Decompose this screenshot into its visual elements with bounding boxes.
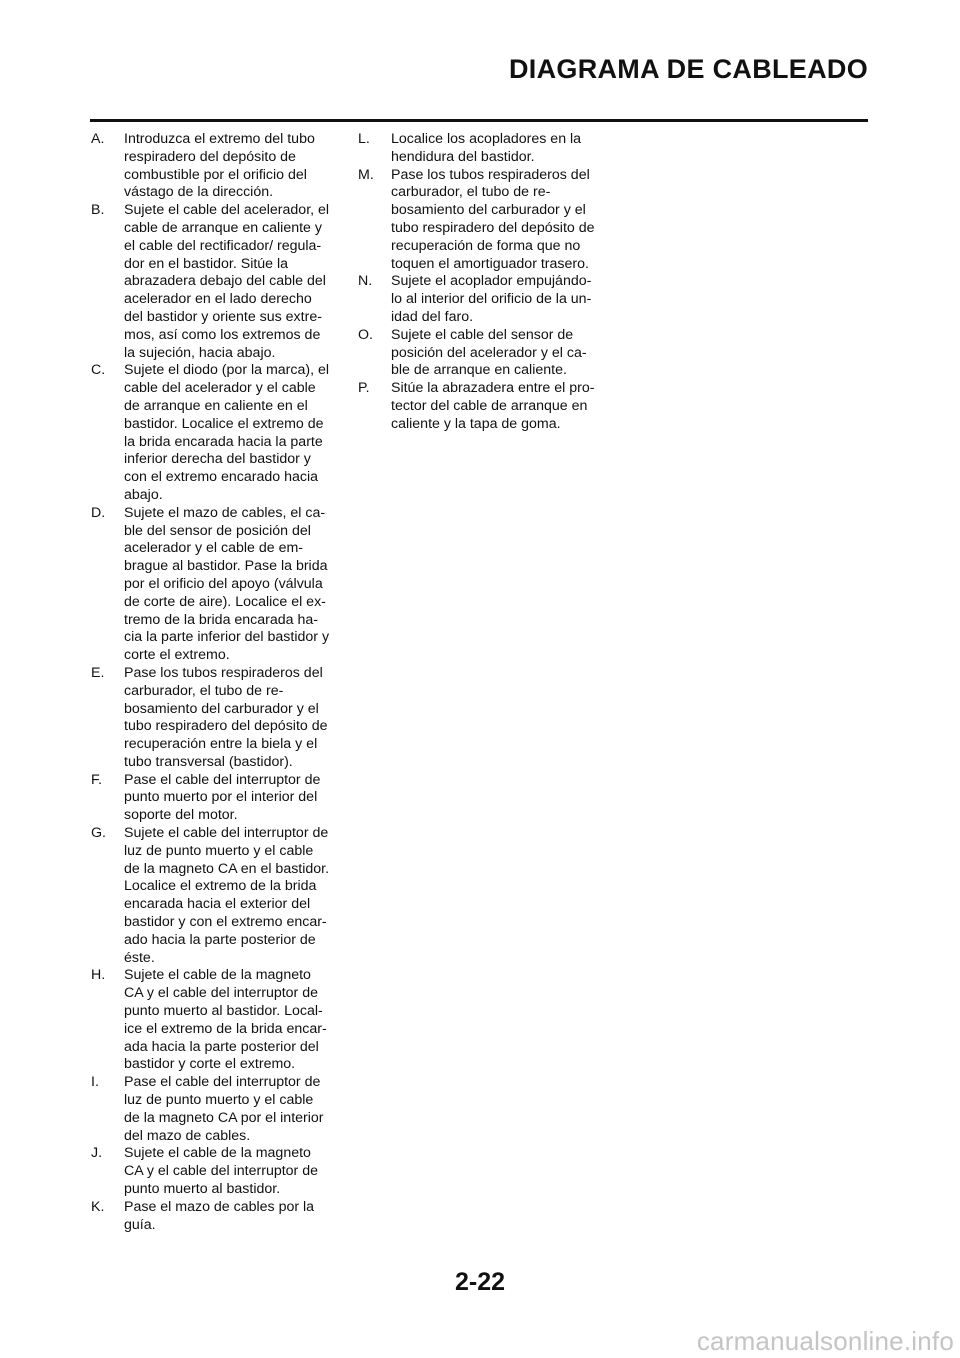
instruction-line: toquen el amortiguador trasero. xyxy=(391,255,589,272)
instruction-line: éste. xyxy=(124,949,155,966)
instruction-line: del bastidor y oriente sus extre- xyxy=(124,308,322,325)
instruction-line: la brida encarada hacia la parte xyxy=(124,433,323,450)
instruction-line: acelerador y el cable de em- xyxy=(124,540,304,557)
instruction-line: dor en el bastidor. Sitúe la xyxy=(124,255,289,272)
instruction-item xyxy=(358,273,608,326)
instruction-line: CA y el cable del interruptor de xyxy=(124,1163,319,1180)
instruction-line: corte el extremo. xyxy=(124,647,230,664)
instruction-item xyxy=(91,967,341,1074)
instruction-line: la sujeción, hacia abajo. xyxy=(124,344,276,361)
instruction-line: bastidor y corte el extremo. xyxy=(124,1056,296,1073)
instruction-line: soporte del motor. xyxy=(124,807,238,824)
watermark-text: carmanualsonline.info xyxy=(696,1326,954,1356)
instruction-line: del mazo de cables. xyxy=(124,1127,251,1144)
instruction-item xyxy=(91,1145,341,1198)
instruction-line: el cable del rectificador/ regula- xyxy=(124,237,322,254)
instruction-line: de la magneto CA por el interior xyxy=(124,1109,324,1126)
instruction-item xyxy=(91,1074,341,1145)
instruction-item xyxy=(91,362,341,504)
instruction-line: inferior derecha del bastidor y xyxy=(124,451,311,468)
instruction-line: Pase el cable del interruptor de xyxy=(124,771,321,788)
instruction-line: tector del cable de arranque en xyxy=(391,397,588,414)
instruction-text xyxy=(124,772,341,825)
instruction-line: punto muerto al bastidor. Local- xyxy=(124,1003,323,1020)
instruction-line: posición del acelerador y el ca- xyxy=(391,344,587,361)
instruction-text xyxy=(391,327,608,380)
instruction-line: cable de arranque en caliente y xyxy=(124,219,322,236)
instruction-letter: H. xyxy=(91,967,106,984)
instruction-line: punto muerto por el interior del xyxy=(124,789,318,806)
instruction-line: Sujete el cable del interruptor de xyxy=(124,825,329,842)
instruction-line: ble de arranque en caliente. xyxy=(391,362,567,379)
instruction-line: de arranque en caliente en el xyxy=(124,397,308,414)
instruction-line: ice el extremo de la brida encar- xyxy=(124,1020,327,1037)
instruction-line: encarada hacia el exterior del xyxy=(124,896,311,913)
instruction-text xyxy=(124,131,341,202)
instruction-line: carburador, el tubo de re- xyxy=(391,184,551,201)
instruction-line: cia la parte inferior del bastidor y xyxy=(124,629,330,646)
instruction-text xyxy=(124,1199,341,1235)
instruction-line: bastidor y con el extremo encar- xyxy=(124,914,327,931)
instruction-letter: J. xyxy=(91,1145,103,1162)
instruction-line: combustible por el orificio del xyxy=(124,166,307,183)
instruction-line: tubo respiradero del depósito de xyxy=(391,219,595,236)
instruction-line: Sujete el acoplador empujándo- xyxy=(391,273,592,290)
instruction-line: Sujete el cable del acelerador, el xyxy=(124,202,330,219)
instruction-item xyxy=(91,772,341,825)
instruction-line: ado hacia la parte posterior de xyxy=(124,931,316,948)
instruction-line: carburador, el tubo de re- xyxy=(124,682,284,699)
instruction-item xyxy=(358,131,608,167)
instruction-text xyxy=(124,1145,341,1198)
instruction-line: brague al bastidor. Pase la brida xyxy=(124,558,328,575)
instruction-item xyxy=(91,825,341,967)
right-column xyxy=(358,131,608,434)
instruction-text xyxy=(391,273,608,326)
instruction-letter: K. xyxy=(91,1198,105,1215)
instruction-item xyxy=(91,202,341,362)
instruction-line: tubo transversal (bastidor). xyxy=(124,753,293,770)
instruction-line: CA y el cable del interruptor de xyxy=(124,985,319,1002)
instruction-text xyxy=(124,1074,341,1145)
page-number: 2-22 xyxy=(454,1268,506,1296)
instruction-item xyxy=(91,505,341,665)
instruction-letter: C. xyxy=(91,362,106,379)
instruction-line: Localice el extremo de la brida xyxy=(124,878,317,895)
instruction-letter: L. xyxy=(358,131,370,147)
instruction-letter: M. xyxy=(358,166,374,183)
instruction-text xyxy=(124,825,341,967)
instruction-text xyxy=(391,167,608,274)
instruction-line: Sujete el diodo (por la marca), el xyxy=(124,362,330,379)
instruction-line: hendidura del bastidor. xyxy=(391,148,535,165)
instruction-line: Sujete el cable de la magneto xyxy=(124,1145,311,1162)
instruction-line: punto muerto al bastidor. xyxy=(124,1181,281,1198)
instruction-line: Sitúe la abrazadera entre el pro- xyxy=(391,380,595,397)
instruction-letter: D. xyxy=(91,504,106,521)
instruction-line: mos, así como los extremos de xyxy=(124,326,321,343)
instruction-item xyxy=(358,380,608,433)
instruction-line: respiradero del depósito de xyxy=(124,148,296,165)
instruction-item xyxy=(91,131,341,202)
instruction-line: Pase los tubos respiraderos del xyxy=(391,166,590,183)
instruction-letter: N. xyxy=(358,273,373,290)
instruction-item xyxy=(358,327,608,380)
instruction-line: Pase el cable del interruptor de xyxy=(124,1074,321,1091)
instruction-line: idad del faro. xyxy=(391,308,474,325)
instruction-line: tremo de la brida encarada ha- xyxy=(124,611,319,628)
instruction-line: Sujete el cable de la magneto xyxy=(124,967,311,984)
instruction-line: ada hacia la parte posterior del xyxy=(124,1038,319,1055)
instruction-letter: I. xyxy=(91,1074,99,1091)
instruction-line: abrazadera debajo del cable del xyxy=(124,273,326,290)
instruction-line: abajo. xyxy=(124,486,163,503)
instruction-line: Sujete el cable del sensor de xyxy=(391,326,574,343)
instruction-line: cable del acelerador y el cable xyxy=(124,380,316,397)
instruction-item xyxy=(91,665,341,772)
instruction-item xyxy=(91,1199,341,1235)
instruction-line: de la magneto CA en el bastidor. xyxy=(124,860,330,877)
page-title: DIAGRAMA DE CABLEADO xyxy=(509,54,868,84)
instruction-line: ble del sensor de posición del xyxy=(124,522,311,539)
instruction-text xyxy=(124,665,341,772)
instruction-letter: F. xyxy=(91,771,103,788)
instruction-letter: A. xyxy=(91,131,105,147)
instruction-line: bosamiento del carburador y el xyxy=(391,202,586,219)
instruction-text xyxy=(124,362,341,504)
instruction-line: recuperación de forma que no xyxy=(391,237,581,254)
instruction-text xyxy=(391,380,608,433)
instruction-line: Sujete el mazo de cables, el ca- xyxy=(124,504,326,521)
instruction-line: tubo respiradero del depósito de xyxy=(124,718,328,735)
instruction-line: luz de punto muerto y el cable xyxy=(124,842,314,859)
instruction-line: bosamiento del carburador y el xyxy=(124,700,319,717)
instruction-line: Pase el mazo de cables por la xyxy=(124,1198,315,1215)
instruction-line: bastidor. Localice el extremo de xyxy=(124,415,324,432)
instruction-letter: G. xyxy=(91,825,106,842)
instruction-letter: P. xyxy=(358,380,370,397)
instruction-line: guía. xyxy=(124,1216,156,1233)
instruction-line: de corte de aire). Localice el ex- xyxy=(124,593,326,610)
instruction-letter: O. xyxy=(358,326,373,343)
instruction-letter: E. xyxy=(91,664,105,681)
instruction-line: Pase los tubos respiraderos del xyxy=(124,664,323,681)
instruction-text xyxy=(124,505,341,665)
left-column xyxy=(91,131,341,1234)
instruction-line: Localice los acopladores en la xyxy=(391,131,582,147)
instruction-line: lo al interior del orificio de la un- xyxy=(391,291,592,308)
instruction-line: Introduzca el extremo del tubo xyxy=(124,131,315,147)
instruction-letter: B. xyxy=(91,202,105,219)
instruction-line: caliente y la tapa de goma. xyxy=(391,415,561,432)
instruction-line: acelerador en el lado derecho xyxy=(124,291,312,308)
instruction-line: recuperación entre la biela y el xyxy=(124,736,318,753)
instruction-line: vástago de la dirección. xyxy=(124,184,274,201)
instruction-text xyxy=(391,131,608,167)
instruction-line: luz de punto muerto y el cable xyxy=(124,1092,314,1109)
header-rule xyxy=(90,119,868,122)
instruction-line: con el extremo encarado hacia xyxy=(124,469,319,486)
instruction-line: por el orificio del apoyo (válvula xyxy=(124,575,323,592)
instruction-item xyxy=(358,167,608,274)
instruction-text xyxy=(124,202,341,362)
instruction-text xyxy=(124,967,341,1074)
